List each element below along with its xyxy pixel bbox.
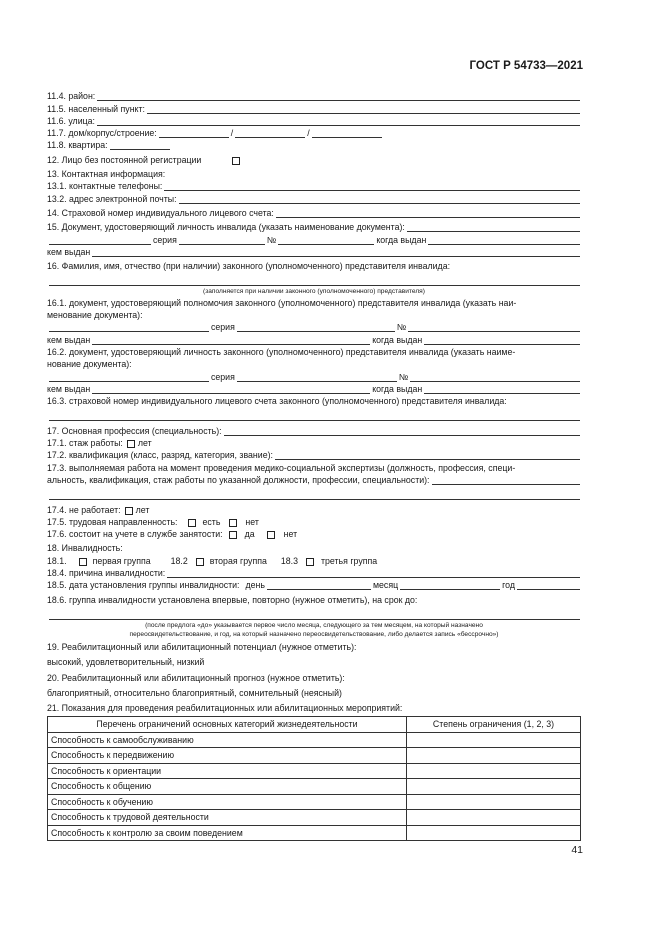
checkbox-group-3[interactable] [306,558,314,566]
field-rep-id-number[interactable] [410,373,580,382]
label-16-2b: нование документа): [47,359,132,370]
field-rep-id-issued-date[interactable] [424,385,580,394]
table-header-degree: Степень ограничения (1, 2, 3) [407,717,581,733]
line-17-3-field [47,489,581,501]
line-17-5 [47,516,581,528]
label-no: нет [283,529,298,540]
label-17-1: 17.1. стаж работы: [47,438,123,449]
label-group-2: вторая группа [209,555,267,566]
note-18-6-line2: переосвидетельствование, и год, на который назначено переосвидетельствование, либо делается запись «бессрочно») [129,630,499,638]
label-18-5: 18.5. дата установления группы инвалидности: [47,580,240,591]
label-17: 17. Основная профессия (специальность): [47,425,222,436]
label-issued-when: когда выдан [372,334,423,345]
table-cell-category: Способность к передвижению [48,748,407,764]
line-16-field [47,275,581,287]
line-11-8 [47,139,581,151]
table-row [48,779,581,795]
field-street[interactable] [97,117,580,126]
label-19: 19. Реабилитационный или абилитационный потенциал (нужное отметить): [47,642,357,653]
label-group-1: первая группа [92,555,151,566]
line-17-4 [47,503,581,515]
line-16-1b [47,309,581,321]
label-number: № [398,371,409,382]
checkbox-work-no[interactable] [229,519,237,527]
line-20-opts [47,687,581,699]
field-profession[interactable] [224,427,580,436]
line-20 [47,671,581,683]
options-20[interactable]: благоприятный, относительно благоприятный, сомнительный (неясный) [47,688,342,699]
table-cell-category: Способность к контролю за своим поведением [48,825,407,841]
label-18-2: 18.2 [170,555,188,566]
table-header-row [48,717,581,733]
field-id-number[interactable] [278,236,374,245]
line-15-series [47,233,581,245]
line-17-1 [47,437,581,449]
label-18-6: 18.6. группа инвалидности установлена впервые, повторно (нужное отметить), на срок до: [47,594,418,605]
table-row [48,748,581,764]
label-13: 13. Контактная информация: [47,169,166,180]
label-issued-when: когда выдан [372,383,423,394]
label-17-4: 17.4. не работает: [47,504,121,515]
page-number: 41 [571,844,583,856]
field-building[interactable] [235,129,305,138]
label-series: серия [153,234,177,245]
label-issued-by: кем выдан [47,383,91,394]
line-17-6 [47,528,581,540]
field-phones[interactable] [164,182,580,191]
label-number: № [396,322,407,333]
line-11-6 [47,115,581,127]
label-16-3: 16.3. страховой номер индивидуального лицевого счета законного (уполномоченного) представителя инвалида: [47,396,507,407]
checkbox-group-1[interactable] [79,558,87,566]
field-rep-id-series[interactable] [237,373,397,382]
label-issued-by: кем выдан [47,334,91,345]
checkbox-experience[interactable] [127,440,135,448]
line-11-5 [47,102,581,114]
field-day[interactable] [267,581,371,590]
line-17-3a [47,461,581,473]
label-20: 20. Реабилитационный или абилитационный прогноз (нужное отметить): [47,672,345,683]
line-11-7 [47,127,581,139]
table-cell-degree[interactable] [407,748,581,764]
label-18-4: 18.4. причина инвалидности: [47,567,166,578]
line-15 [47,221,581,233]
line-18-4 [47,567,581,579]
line-18-6-field [47,609,581,621]
label-group-3: третья группа [321,555,378,566]
line-16-2b [47,358,581,370]
field-year[interactable] [517,581,580,590]
line-19-opts [47,656,581,668]
label-11-7: 11.7. дом/корпус/строение: [47,128,157,139]
field-rep-auth-issued-by[interactable] [92,336,370,345]
line-18 [47,542,581,554]
field-disability-cause[interactable] [167,569,580,578]
label-16-1b: менование документа): [47,310,143,321]
label-16: 16. Фамилия, имя, отчество (при наличии) законного (уполномоченного) представителя инвалида: [47,261,451,272]
line-19 [47,641,581,653]
table-row [48,732,581,748]
label-yes: есть [202,516,221,527]
line-13-1 [47,180,581,192]
field-structure[interactable] [312,129,382,138]
label-series: серия [211,371,235,382]
field-apartment[interactable] [110,141,170,150]
label-11-8: 11.8. квартира: [47,140,108,151]
table-cell-category: Способность к общению [48,779,407,795]
label-11-6: 11.6. улица: [47,115,95,126]
field-current-job-cont[interactable] [49,491,580,500]
field-rep-auth-series[interactable] [237,323,395,332]
label-13-1: 13.1. контактные телефоны: [47,181,163,192]
table-cell-category: Способность к самообслуживанию [48,732,407,748]
line-14 [47,207,581,219]
field-id-doc-type[interactable] [49,236,151,245]
label-14: 14. Страховой номер индивидуального лицевого счета: [47,207,274,218]
field-district[interactable] [97,92,580,101]
label-yes: да [244,529,255,540]
label-18-1: 18.1. [47,555,67,566]
label-18-3: 18.3 [280,555,298,566]
field-rep-name[interactable] [49,277,580,286]
line-18-groups [47,554,581,566]
field-id-issued-by[interactable] [92,248,580,257]
label-17-2: 17.2. квалификация (класс, разряд, категория, звание): [47,450,273,461]
note-18-6-line1: (после предлога «до» указывается первое число месяца, следующего за тем месяцем, на который назначено [145,621,483,629]
table-cell-degree[interactable] [407,825,581,841]
label-issued-when: когда выдан [376,234,427,245]
field-locality[interactable] [147,105,580,114]
line-17-3b [47,474,581,486]
field-qualification[interactable] [275,451,580,460]
table-cell-category: Способность к трудовой деятельности [48,810,407,826]
label-year: год [502,580,515,591]
table-cell-degree[interactable] [407,779,581,795]
field-rep-auth-doc[interactable] [49,323,209,332]
line-18-5 [47,579,581,591]
table-row [48,763,581,779]
table-cell-degree[interactable] [407,732,581,748]
label-years: лет [135,504,150,515]
label-series: серия [211,322,235,333]
line-21 [47,702,581,714]
line-13 [47,168,581,180]
table-row [48,794,581,810]
line-16-3 [47,395,581,407]
line-16-2-issued [47,383,581,395]
checkbox-group-2[interactable] [196,558,204,566]
label-no: нет [245,516,259,527]
checkbox-not-working[interactable] [125,507,133,515]
table-header-categories: Перечень ограничений основных категорий жизнедеятельности [48,717,407,733]
field-id-doc-name[interactable] [407,223,580,232]
field-id-issued-date[interactable] [428,236,580,245]
label-15: 15. Документ, удостоверяющий личность инвалида (указать наименование документа): [47,222,405,233]
label-issued-by: кем выдан [47,246,91,257]
table-cell-category: Способность к ориентации [48,763,407,779]
label-number: № [266,234,277,245]
field-rep-snils[interactable] [49,412,580,421]
checkbox-employment-yes[interactable] [229,531,237,539]
line-16-1-issued [47,333,581,345]
field-rep-id-doc[interactable] [49,373,209,382]
label-16-1a: 16.1. документ, удостоверяющий полномочия законного (уполномоченного) представителя инвалида (указать наи- [47,297,517,308]
line-16-1-series [47,321,581,333]
field-snils[interactable] [276,209,580,218]
label-18: 18. Инвалидность: [47,543,123,554]
field-current-job[interactable] [432,476,580,485]
form-content [47,90,581,841]
label-21: 21. Показания для проведения реабилитационных или абилитационных мероприятий: [47,703,403,714]
label-day: день [245,580,265,591]
label-13-2: 13.2. адрес электронной почты: [47,193,177,204]
label-17-3a: 17.3. выполняемая работа на момент проведения медико-социальной экспертизы (должность, профессия, специ- [47,462,516,473]
label-17-3b: альность, квалификация, стаж работы по указанной должности, профессии, специальности): [47,474,430,485]
label-11-5: 11.5. населенный пункт: [47,103,145,114]
line-13-2 [47,192,581,204]
field-term[interactable] [49,611,580,620]
line-11-4 [47,90,581,102]
line-16-1a [47,296,581,308]
standard-header: ГОСТ Р 54733—2021 [469,60,583,72]
label-12: 12. Лицо без постоянной регистрации [47,154,202,165]
line-16-2-series [47,370,581,382]
checkbox-work-yes[interactable] [188,519,196,527]
label-years: лет [137,438,152,449]
field-house[interactable] [159,129,229,138]
label-17-5: 17.5. трудовая направленность: [47,516,178,527]
slash-1: / [230,128,234,139]
table-cell-degree[interactable] [407,763,581,779]
line-16-3-field [47,410,581,422]
line-15-issuedby [47,246,581,258]
line-17 [47,424,581,436]
note-16: (заполняется при наличии законного (уполномоченного) представителя) [203,288,425,296]
field-month[interactable] [400,581,500,590]
field-rep-id-issued-by[interactable] [92,385,370,394]
line-16-2a [47,346,581,358]
checkbox-employment-no[interactable] [267,531,275,539]
table-cell-degree[interactable] [407,794,581,810]
table-cell-category: Способность к обучению [48,794,407,810]
line-12 [47,153,581,165]
label-11-4: 11.4. район: [47,91,96,102]
line-17-2 [47,449,581,461]
table-row [48,810,581,826]
line-18-6 [47,593,581,605]
field-email[interactable] [179,195,580,204]
slash-2: / [307,128,310,139]
field-rep-auth-number[interactable] [408,323,580,332]
options-19[interactable]: высокий, удовлетворительный, низкий [47,657,205,668]
label-17-6: 17.6. состоит на учете в службе занятости: [47,529,223,540]
line-16 [47,260,581,272]
checkbox-no-registration[interactable] [232,157,240,165]
label-16-2a: 16.2. документ, удостоверяющий личность законного (уполномоченного) представителя инвалида (указать наиме- [47,346,516,357]
field-rep-auth-issued-date[interactable] [424,336,580,345]
field-id-series[interactable] [179,236,265,245]
limitations-table [47,716,581,841]
table-cell-degree[interactable] [407,810,581,826]
label-month: месяц [372,580,399,591]
table-row [48,825,581,841]
